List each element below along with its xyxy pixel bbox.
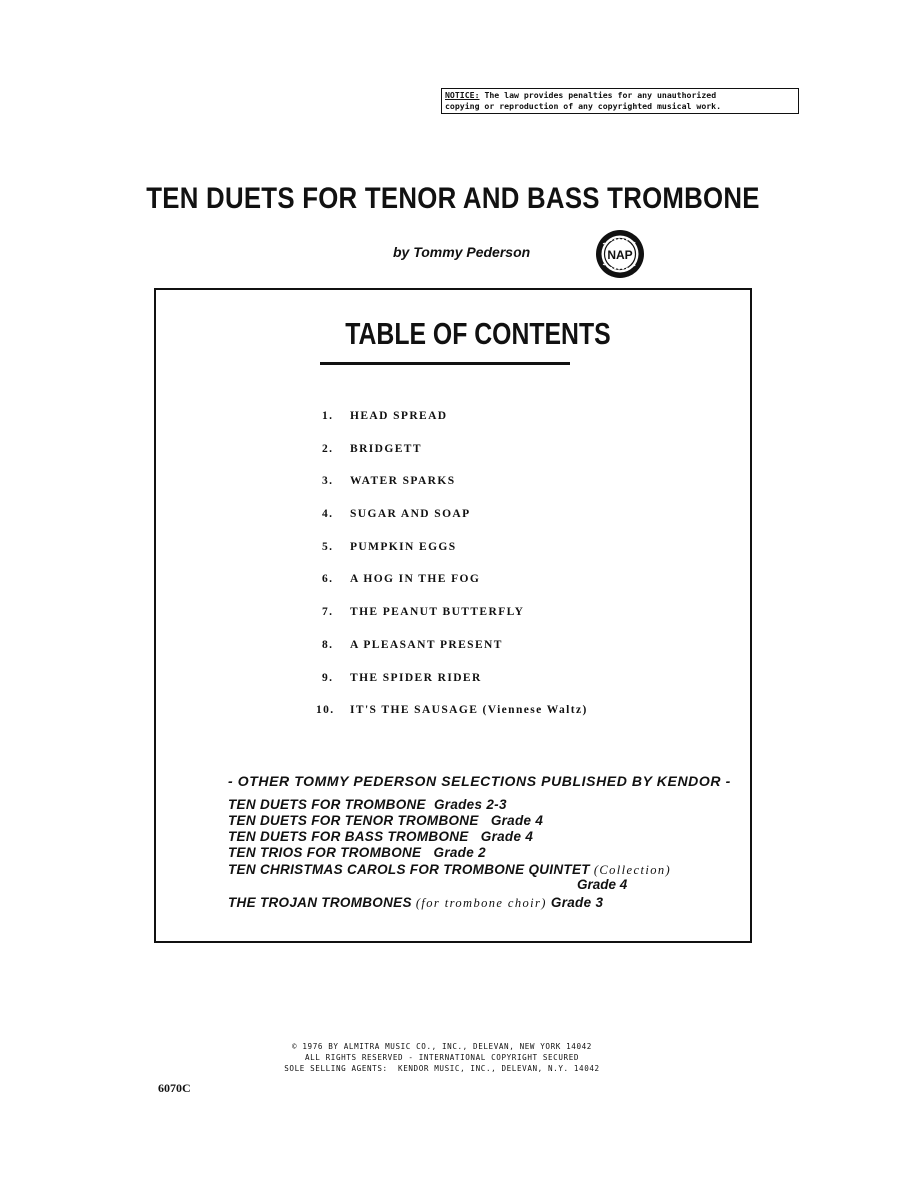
toc-item-number: 5. [322,540,334,553]
notice-line-1 [445,90,795,101]
selection-title: TEN DUETS FOR TENOR TROMBONE [228,813,479,828]
notice-text-1: The law provides penalties for any unauthorized [479,90,717,100]
notice-line-2: copying or reproduction of any copyrighted musical work. [445,100,722,111]
toc-item-title: A HOG IN THE FOG [350,573,481,586]
composer-byline: by Tommy Pederson [393,244,531,260]
other-selection-item [228,813,543,828]
toc-item-number: 7. [322,606,334,619]
selection-note: (Collection) [593,863,672,877]
toc-item-number: 8. [322,638,334,651]
selection-grade: Grades 2-3 [433,797,507,812]
other-selection-item [228,862,671,878]
selection-grade: Grade 4 [480,829,534,844]
toc-item-number: 6. [322,573,334,586]
toc-item-title: HEAD SPREAD [350,410,448,422]
selection-grade: Grade 2 [433,845,486,860]
copyright-block [0,1041,884,1075]
toc-item-number: 10. [316,704,335,717]
copyright-line-1: © 1976 BY ALMITRA MUSIC CO., INC., DELEVAN, NEW YORK 14042 [292,1042,592,1051]
toc-item [322,672,588,705]
seal-text: NAP [607,248,633,262]
selection-title: TEN CHRISTMAS CAROLS FOR TROMBONE QUINTET [228,862,590,877]
toc-item [322,475,588,508]
toc-item [322,606,588,639]
publisher-seal-logo [589,228,651,280]
toc-underline [320,362,570,365]
selection-title: TEN TRIOS FOR TROMBONE [228,845,422,860]
toc-item-title: BRIDGETT [350,442,422,455]
selection-note: (for trombone choir) [415,896,547,910]
toc-item [322,639,588,672]
toc-item-title: SUGAR AND SOAP [350,508,471,521]
toc-item [322,410,588,443]
toc-item-number: 2. [322,442,334,455]
selection-grade: Grade 4 [577,877,628,892]
other-selection-item [228,797,507,812]
toc-item-title: WATER SPARKS [350,475,456,488]
toc-item [316,704,588,737]
copyright-line-2: ALL RIGHTS RESERVED - INTERNATIONAL COPYRIGHT SECURED [304,1053,580,1063]
page-title: TEN DUETS FOR TENOR AND BASS TROMBONE [146,182,760,215]
toc-item-title: A PLEASANT PRESENT [350,638,503,651]
selection-title: THE TROJAN TROMBONES [228,895,412,910]
toc-item [322,573,588,606]
toc-item [322,508,588,541]
toc-item-number: 9. [322,671,334,684]
toc-item-title: THE SPIDER RIDER [350,671,482,684]
other-selection-item [228,895,603,911]
catalog-number: 6070C [158,1081,191,1095]
copyright-notice-box [441,88,799,114]
toc-item-number: 4. [322,508,334,521]
notice-label: NOTICE: [445,90,480,100]
toc-item [322,541,588,574]
toc-list [316,410,588,737]
toc-heading: TABLE OF CONTENTS [345,316,611,351]
toc-item [322,443,588,476]
toc-item-number: 1. [322,410,334,422]
toc-item-title: THE PEANUT BUTTERFLY [350,606,525,619]
selection-grade: Grade 4 [490,813,544,828]
copyright-line-3: SOLE SELLING AGENTS: KENDOR MUSIC, INC., DELEVAN, N.Y. 14042 [284,1064,600,1074]
toc-item-title: PUMPKIN EGGS [350,540,457,553]
selection-title: TEN DUETS FOR TROMBONE [228,797,426,812]
other-selections-heading: - OTHER TOMMY PEDERSON SELECTIONS PUBLISHED BY KENDOR - [228,773,731,789]
toc-item-number: 3. [322,475,334,488]
toc-item-title: IT'S THE SAUSAGE (Viennese Waltz) [350,704,588,717]
selection-grade: Grade 3 [550,895,604,910]
other-selection-item [228,829,533,844]
selection-title: TEN DUETS FOR BASS TROMBONE [228,829,469,844]
other-selection-item [228,845,486,860]
